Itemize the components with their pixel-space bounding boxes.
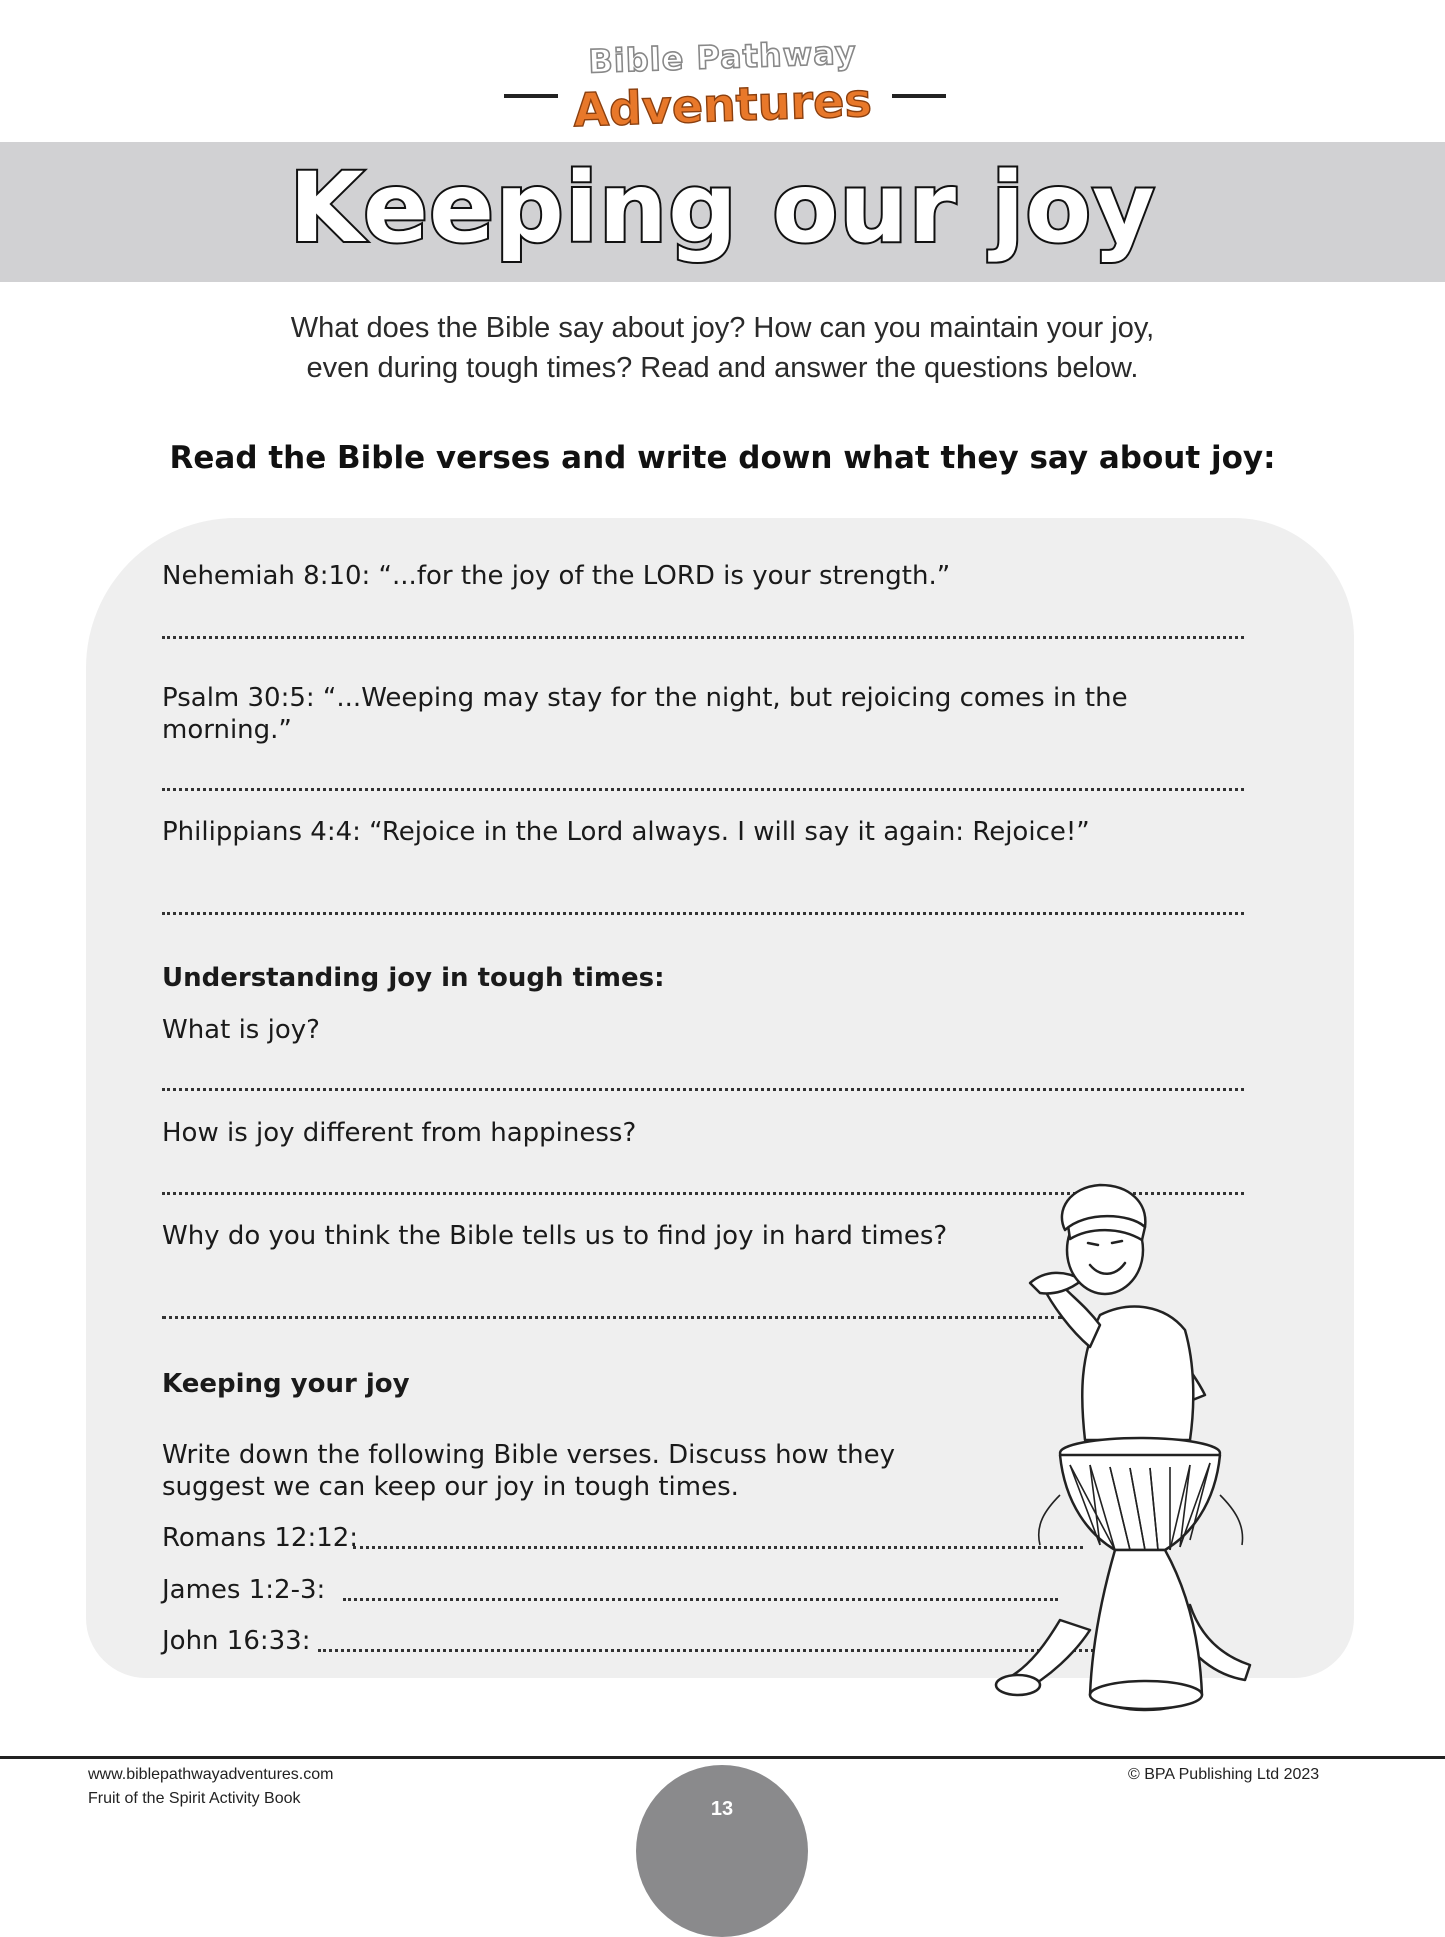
intro-line-2: even during tough times? Read and answer the questions below. <box>306 352 1139 384</box>
footer-website[interactable]: www.biblepathwayadventures.com <box>88 1766 334 1783</box>
logo-dash-right <box>892 94 946 98</box>
section-subheading: Read the Bible verses and write down what they say about joy: <box>169 440 1276 476</box>
footer-copyright: © BPA Publishing Ltd 2023 <box>1128 1766 1320 1783</box>
answer-line-psalm[interactable] <box>162 788 1244 791</box>
keeping-heading: Keeping your joy <box>162 1369 410 1399</box>
brand-logo <box>0 33 1445 138</box>
drummer-illustration <box>990 1165 1365 1750</box>
answer-line-nehemiah[interactable] <box>162 636 1244 639</box>
ref-james: James 1:2-3: <box>162 1575 326 1605</box>
logo-line-1: Bible Pathway <box>587 33 858 81</box>
intro-line-1: What does the Bible say about joy? How can you maintain your joy, <box>290 312 1155 344</box>
page-number-badge <box>636 1765 808 1937</box>
verse-psalm-line-1: Psalm 30:5: “...Weeping may stay for the night, but rejoicing comes in the <box>162 683 1128 713</box>
title-band <box>0 142 1445 282</box>
question-joy-vs-happiness: How is joy different from happiness? <box>162 1118 637 1148</box>
page-number: 13 <box>710 1798 734 1820</box>
verse-nehemiah: Nehemiah 8:10: “...for the joy of the LORD is your strength.” <box>162 561 951 591</box>
answer-line-james[interactable] <box>343 1598 1058 1601</box>
keeping-instructions-line-2: suggest we can keep our joy in tough times. <box>162 1472 739 1502</box>
verse-philippians: Philippians 4:4: “Rejoice in the Lord always. I will say it again: Rejoice!” <box>162 817 1090 847</box>
answer-line-what-is-joy[interactable] <box>162 1088 1244 1091</box>
answer-line-romans[interactable] <box>353 1546 1083 1549</box>
answer-line-joy-in-hard-times[interactable] <box>162 1316 1062 1319</box>
question-joy-in-hard-times: Why do you think the Bible tells us to find joy in hard times? <box>162 1221 948 1251</box>
intro-text <box>0 308 1445 388</box>
ref-romans: Romans 12:12: <box>162 1523 359 1553</box>
answer-line-philippians[interactable] <box>162 912 1244 915</box>
keeping-instructions-line-1: Write down the following Bible verses. Discuss how they <box>162 1440 896 1470</box>
understanding-heading: Understanding joy in tough times: <box>162 963 665 993</box>
footer-book-title: Fruit of the Spirit Activity Book <box>88 1790 301 1807</box>
page-title: Keeping our joy <box>289 152 1156 264</box>
logo-line-2: Adventures <box>572 72 873 138</box>
footer-rule <box>0 1756 1445 1759</box>
ref-john: John 16:33: <box>162 1626 311 1656</box>
verse-psalm-line-2: morning.” <box>162 715 292 745</box>
question-what-is-joy: What is joy? <box>162 1015 320 1045</box>
